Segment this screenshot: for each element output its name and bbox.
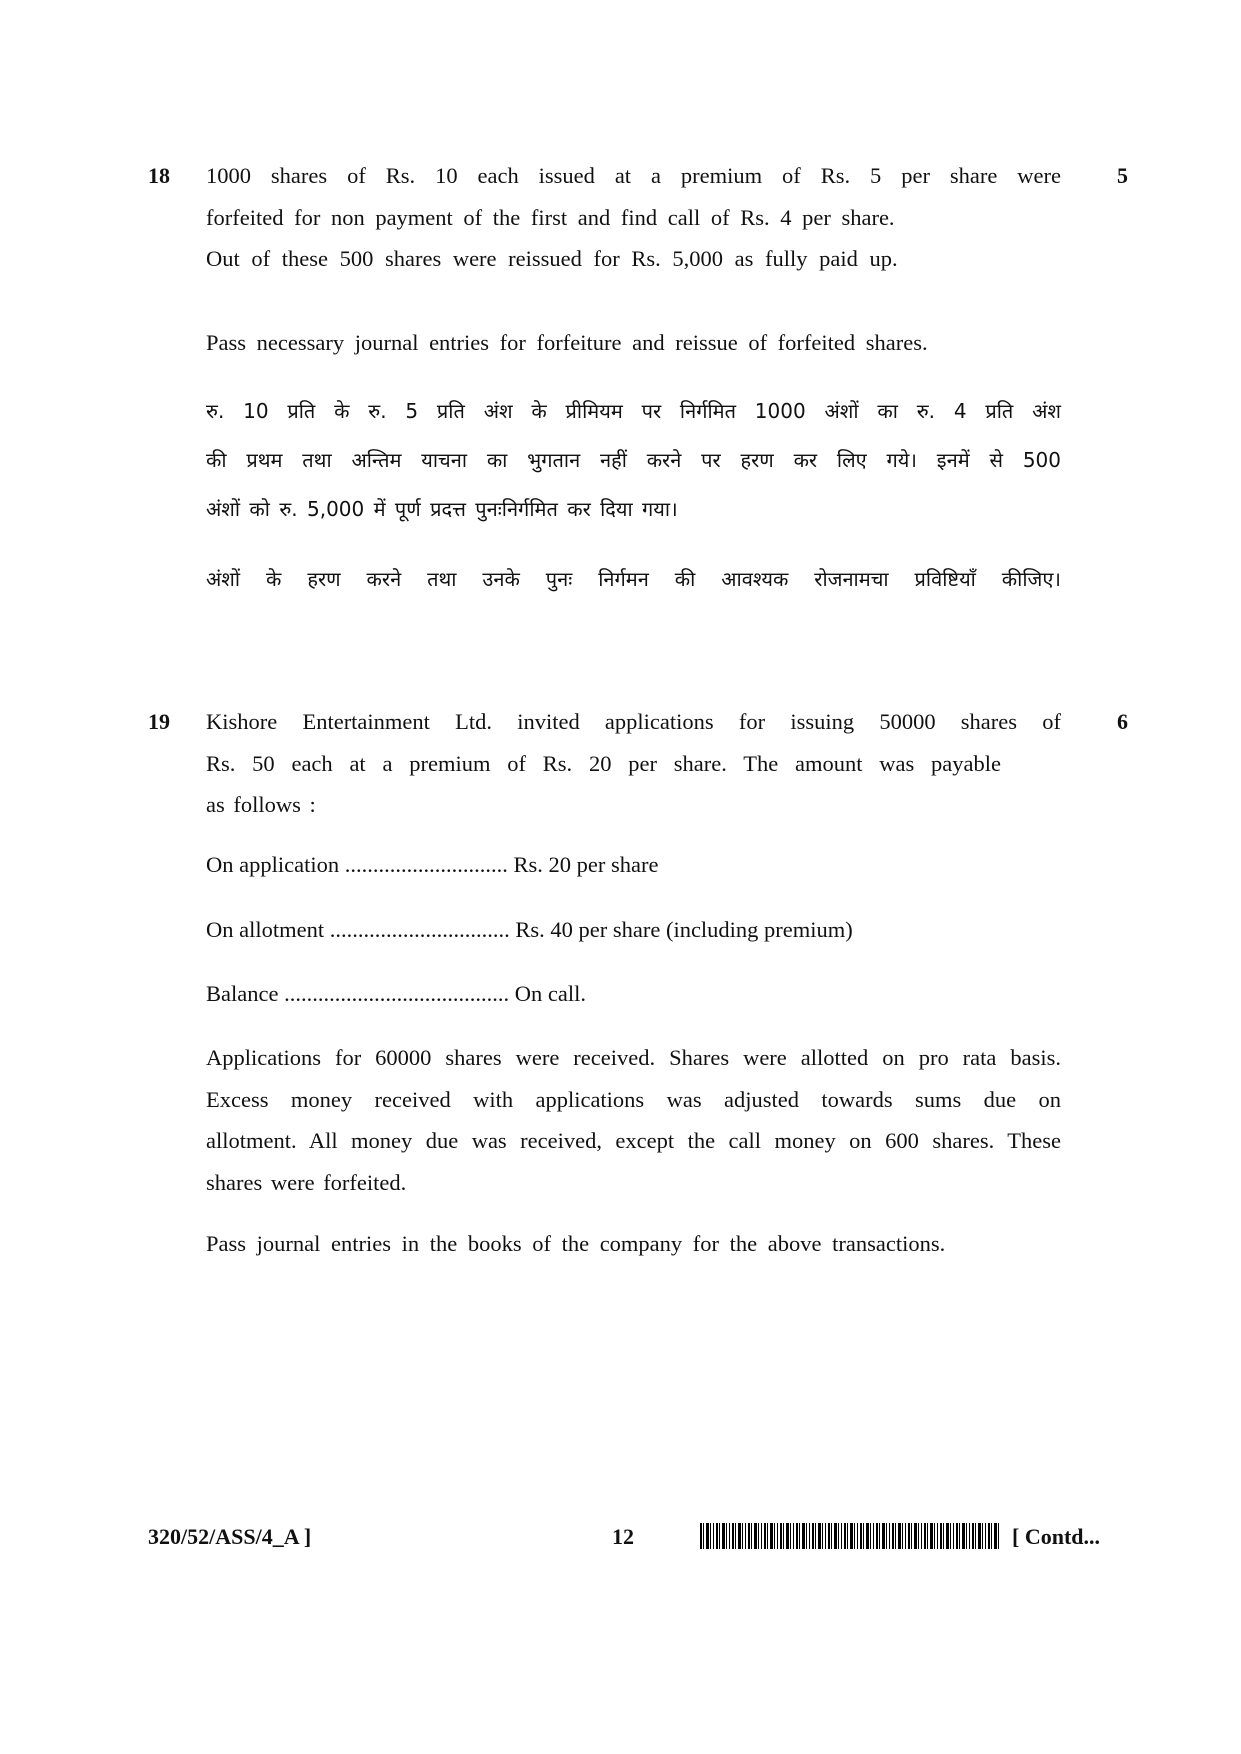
text-line: shares were forfeited. bbox=[206, 1169, 407, 1195]
schedule-leader: ........................................ bbox=[284, 981, 510, 1006]
question-details bbox=[206, 1037, 1061, 1203]
question-instruction bbox=[206, 1223, 1061, 1265]
question-text-english bbox=[206, 155, 1061, 280]
text-line: Rs. 50 each at a premium of Rs. 20 per share. The amount was payable bbox=[206, 750, 1001, 776]
barcode bbox=[700, 1523, 1000, 1549]
schedule-label: Balance bbox=[206, 981, 279, 1006]
text-line: allotment. All money due was received, except the call money on 600 shares. These bbox=[206, 1128, 1061, 1153]
text-line: as follows : bbox=[206, 792, 316, 817]
text-line: Applications for 60000 shares were received. Shares were allotted on pro rata basis. bbox=[206, 1045, 1061, 1070]
schedule-value: Rs. 40 per share (including premium) bbox=[515, 917, 853, 942]
question-instruction-english bbox=[206, 322, 1061, 364]
question-marks: 6 bbox=[1117, 709, 1128, 734]
schedule-label: On application bbox=[206, 852, 340, 877]
text-line: रु. 10 प्रति के रु. 5 प्रति अंश के प्रीमियम पर निर्गमित 1000 अंशों का रु. 4 प्रति अंश bbox=[206, 399, 1061, 423]
paper-code: 320/52/ASS/4_A ] bbox=[148, 1524, 312, 1549]
schedule-leader: ............................. bbox=[344, 852, 508, 877]
text-line: अंशों के हरण करने तथा उनके पुनः निर्गमन की आवश्यक रोजनामचा प्रविष्टियाँ कीजिए। bbox=[206, 567, 1061, 591]
question-number: 18 bbox=[148, 163, 170, 188]
question-intro bbox=[206, 701, 1061, 826]
schedule-row bbox=[206, 844, 658, 886]
text-line: Pass necessary journal entries for forfeiture and reissue of forfeited shares. bbox=[206, 330, 928, 355]
question-instruction-hindi bbox=[206, 555, 1061, 604]
question-text-hindi bbox=[206, 387, 1061, 534]
schedule-value: On call. bbox=[514, 981, 586, 1006]
text-line: Excess money received with applications was adjusted towards sums due on bbox=[206, 1086, 1061, 1112]
schedule-label: On allotment bbox=[206, 917, 325, 942]
schedule-row bbox=[206, 973, 586, 1015]
continued-label: [ Contd... bbox=[1012, 1524, 1101, 1549]
question-marks: 5 bbox=[1117, 163, 1128, 188]
schedule-value: Rs. 20 per share bbox=[513, 852, 659, 877]
text-line: अंशों को रु. 5,000 में पूर्ण प्रदत्त पुनःनिर्गमित कर दिया गया। bbox=[206, 497, 678, 521]
text-line: forfeited for non payment of the first and find call of Rs. 4 per share. bbox=[206, 204, 895, 230]
schedule-leader: ................................ bbox=[329, 917, 510, 942]
text-line: Kishore Entertainment Ltd. invited applications for issuing 50000 shares of bbox=[206, 709, 1061, 734]
question-number: 19 bbox=[148, 709, 170, 734]
text-line: Out of these 500 shares were reissued for Rs. 5,000 as fully paid up. bbox=[206, 246, 898, 271]
text-line: की प्रथम तथा अन्तिम याचना का भुगतान नहीं करने पर हरण कर लिए गये। इनमें से 500 bbox=[206, 448, 1061, 472]
schedule-row bbox=[206, 909, 853, 951]
page-number: 12 bbox=[612, 1524, 634, 1549]
text-line: 1000 shares of Rs. 10 each issued at a premium of Rs. 5 per share were bbox=[206, 163, 1061, 188]
text-line: Pass journal entries in the books of the company for the above transactions. bbox=[206, 1231, 946, 1256]
